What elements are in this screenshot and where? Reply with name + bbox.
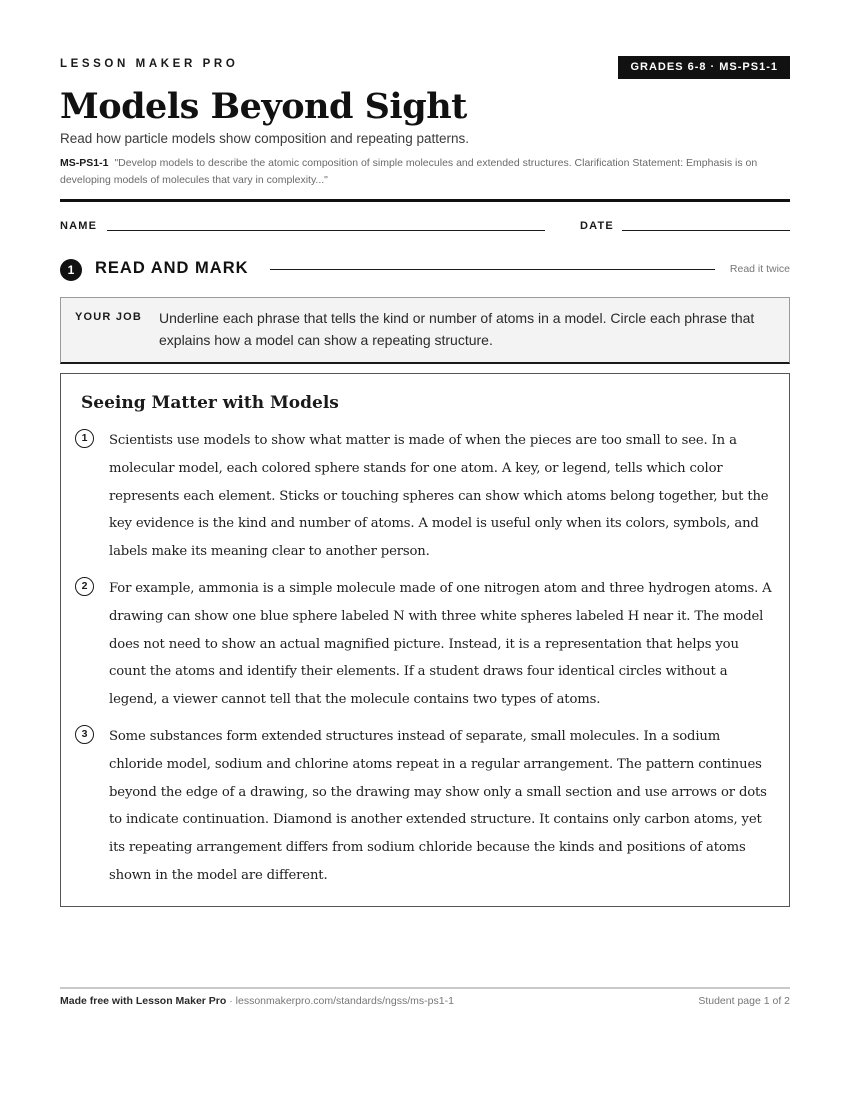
paragraph-text: Some substances form extended structures instead of separate, small molecules. In a sodium chloride model, sodium and chlorine atoms repeat in a regular arrangement. The pattern continues beyond the edge of a drawing, so the drawing may show only a small section and use arrows or dots to indicate continuation. Diamond is another extended structure. It contains only carbon atoms, yet its repeating arrangement differs from sodium chloride because the kinds and positions of atoms shown in the model are different. [109, 729, 767, 883]
footer-url[interactable]: · lessonmakerpro.com/standards/ngss/ms-ps1-1 [229, 995, 454, 1007]
your-job-box [60, 297, 790, 364]
section-divider [270, 269, 715, 270]
standard-text: "Develop models to describe the atomic composition of simple molecules and extended structures. Clarification Statement: Emphasis is on developing models of molecules that vary in complexity..." [60, 157, 758, 186]
footer-divider [60, 987, 790, 989]
name-field-line[interactable] [107, 230, 545, 231]
standard-code: MS-PS1-1 [60, 157, 109, 169]
reading-passage-box [60, 373, 790, 907]
paragraph-text: For example, ammonia is a simple molecule made of one nitrogen atom and three hydrogen atoms. A drawing can show one blue sphere labeled N with three white spheres labeled H near it. The model does not need to show an actual magnified picture. Instead, it is a representation that helps you count the atoms and identify their elements. If a student draws four identical circles without a legend, a viewer cannot tell that the molecule contains two types of atoms. [109, 581, 772, 708]
your-job-label: YOUR JOB [75, 311, 143, 323]
your-job-instructions: Underline each phrase that tells the kind or number of atoms in a model. Circle each phrase that explains how a model can show a repeating structure. [159, 310, 755, 348]
footer-made-with: Made free with Lesson Maker Pro [60, 995, 227, 1007]
grade-badge: GRADES 6-8 · MS-PS1-1 [618, 56, 790, 79]
paragraph-number-badge: 2 [75, 577, 94, 596]
standard-statement [60, 155, 760, 189]
header-divider [60, 199, 790, 202]
paragraph-text: Scientists use models to show what matter is made of when the pieces are too small to see. In a molecular model, each colored sphere stands for one atom. A key, or legend, tells which color represents each element. Sticks or touching spheres can show which atoms belong together, but the key evidence is the kind and number of atoms. A model is useful only when its colors, symbols, and labels make its meaning clear to another person. [109, 433, 769, 560]
brand-name: LESSON MAKER PRO [60, 58, 239, 70]
section-note: Read it twice [729, 263, 790, 275]
section-number-badge: 1 [60, 259, 82, 281]
page-title: Models Beyond Sight [60, 86, 467, 127]
name-label: NAME [60, 220, 98, 232]
paragraph-number-badge: 3 [75, 725, 94, 744]
section-title: READ AND MARK [95, 259, 249, 277]
paragraph-number-badge: 1 [75, 429, 94, 448]
date-label: DATE [580, 220, 614, 232]
page-subtitle: Read how particle models show composition and repeating patterns. [60, 131, 469, 146]
worksheet-page [60, 0, 790, 1100]
date-field-line[interactable] [622, 230, 790, 231]
footer-credit [60, 995, 454, 1007]
reading-title: Seeing Matter with Models [81, 393, 339, 413]
footer-page-number: Student page 1 of 2 [698, 995, 790, 1007]
